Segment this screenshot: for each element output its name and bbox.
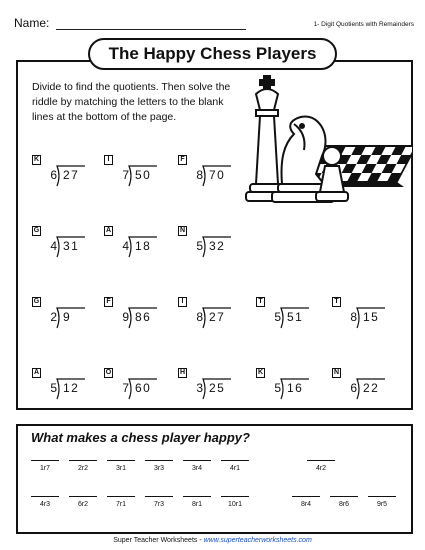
answer-blank[interactable] bbox=[221, 460, 249, 484]
answer-blank[interactable] bbox=[368, 496, 396, 520]
division-problem[interactable] bbox=[32, 297, 92, 339]
letter-code: F bbox=[104, 297, 113, 307]
name-row bbox=[14, 14, 414, 34]
division-problem[interactable] bbox=[32, 155, 92, 197]
division-problem[interactable] bbox=[332, 297, 392, 339]
letter-code: K bbox=[257, 369, 264, 376]
blank-code: 4r2 bbox=[315, 465, 327, 472]
blank-code: 3r1 bbox=[115, 465, 127, 472]
answer-blank[interactable] bbox=[69, 496, 97, 520]
answer-blank[interactable] bbox=[183, 460, 211, 484]
letter-code: N bbox=[333, 369, 340, 376]
dividend: 12 bbox=[63, 381, 80, 395]
letter-code: G bbox=[33, 227, 40, 234]
divisor: 5 bbox=[274, 381, 281, 395]
blank-code: 4r1 bbox=[229, 465, 241, 472]
answer-blank[interactable] bbox=[31, 496, 59, 520]
blank-code: 1r7 bbox=[39, 465, 51, 472]
answer-blank[interactable] bbox=[145, 496, 173, 520]
divisor: 7 bbox=[122, 381, 129, 395]
dividend: 51 bbox=[287, 310, 304, 324]
divisor: 9 bbox=[122, 310, 129, 324]
division-problem[interactable] bbox=[178, 226, 238, 268]
division-problem[interactable] bbox=[104, 226, 164, 268]
answer-blank[interactable] bbox=[183, 496, 211, 520]
division-problem[interactable] bbox=[256, 368, 316, 410]
blank-code: 7r1 bbox=[115, 501, 127, 508]
divisor: 4 bbox=[122, 239, 129, 253]
divisor: 4 bbox=[50, 239, 57, 253]
letter-code: N bbox=[179, 227, 186, 234]
blank-code: 3r4 bbox=[191, 465, 203, 472]
divisor: 5 bbox=[196, 239, 203, 253]
divisor: 6 bbox=[50, 168, 57, 182]
dividend: 27 bbox=[63, 168, 80, 182]
blank-code: 7r3 bbox=[153, 501, 165, 508]
letter-code: H bbox=[179, 369, 186, 376]
footer-link[interactable]: www.superteacherworksheets.com bbox=[203, 537, 312, 544]
letter-code: T bbox=[256, 297, 265, 307]
blank-code: 10r1 bbox=[227, 501, 242, 508]
dividend: 25 bbox=[209, 381, 226, 395]
divisor: 5 bbox=[50, 381, 57, 395]
letter-code: T bbox=[332, 297, 341, 307]
letter-code: O bbox=[105, 369, 112, 376]
answer-blank[interactable] bbox=[145, 460, 173, 484]
division-problem[interactable] bbox=[178, 297, 238, 339]
name-label: Name: bbox=[14, 16, 50, 30]
answer-blank[interactable] bbox=[69, 460, 97, 484]
letter-code: K bbox=[33, 156, 40, 163]
divisor: 8 bbox=[350, 310, 357, 324]
chess-pieces-icon bbox=[242, 74, 412, 219]
answer-blank[interactable] bbox=[107, 460, 135, 484]
dividend: 22 bbox=[363, 381, 380, 395]
letter-code: I bbox=[178, 297, 187, 307]
dividend: 86 bbox=[135, 310, 152, 324]
name-field[interactable] bbox=[56, 29, 246, 30]
divisor: 7 bbox=[122, 168, 129, 182]
dividend: 9 bbox=[63, 310, 72, 324]
answer-blank[interactable] bbox=[107, 496, 135, 520]
divisor: 2 bbox=[50, 310, 57, 324]
dividend: 16 bbox=[287, 381, 304, 395]
divisor: 8 bbox=[196, 168, 203, 182]
blank-code: 4r3 bbox=[39, 501, 51, 508]
footer-brand: Super Teacher Worksheets - bbox=[113, 537, 204, 544]
riddle-question: What makes a chess player happy? bbox=[31, 430, 250, 445]
divisor: 6 bbox=[350, 381, 357, 395]
worksheet-subtitle: 1- Digit Quotients with Remainders bbox=[313, 21, 414, 28]
division-problem[interactable] bbox=[32, 368, 92, 410]
dividend: 50 bbox=[135, 168, 152, 182]
dividend: 31 bbox=[63, 239, 80, 253]
division-problem[interactable] bbox=[178, 155, 238, 197]
letter-code: F bbox=[178, 155, 187, 165]
division-problem[interactable] bbox=[104, 155, 164, 197]
division-problem[interactable] bbox=[178, 368, 238, 410]
letter-code: G bbox=[33, 298, 40, 305]
footer bbox=[0, 537, 425, 544]
blank-code: 8r4 bbox=[300, 501, 312, 508]
divisor: 3 bbox=[196, 381, 203, 395]
letter-code: A bbox=[105, 227, 112, 234]
letter-code: I bbox=[104, 155, 113, 165]
dividend: 27 bbox=[209, 310, 226, 324]
letter-code: A bbox=[33, 369, 40, 376]
answer-blank[interactable] bbox=[292, 496, 320, 520]
page-title: The Happy Chess Players bbox=[88, 38, 337, 70]
dividend: 18 bbox=[135, 239, 152, 253]
blank-code: 8r6 bbox=[338, 501, 350, 508]
blank-code: 8r1 bbox=[191, 501, 203, 508]
divisor: 5 bbox=[274, 310, 281, 324]
answer-blank[interactable] bbox=[307, 460, 335, 484]
dividend: 32 bbox=[209, 239, 226, 253]
instructions: Divide to find the quotients. Then solve the riddle by matching the letters to the blank lines at the bottom of the page. bbox=[32, 81, 231, 123]
dividend: 60 bbox=[135, 381, 152, 395]
blank-code: 9r5 bbox=[376, 501, 388, 508]
division-problem[interactable] bbox=[104, 368, 164, 410]
dividend: 15 bbox=[363, 310, 380, 324]
blank-code: 6r2 bbox=[77, 501, 89, 508]
answer-blank[interactable] bbox=[221, 496, 249, 520]
divisor: 8 bbox=[196, 310, 203, 324]
division-problem[interactable] bbox=[332, 368, 392, 410]
answer-blank[interactable] bbox=[330, 496, 358, 520]
division-problem[interactable] bbox=[256, 297, 316, 339]
division-problem[interactable] bbox=[32, 226, 92, 268]
dividend: 70 bbox=[209, 168, 226, 182]
blank-code: 2r2 bbox=[77, 465, 89, 472]
division-problem[interactable] bbox=[104, 297, 164, 339]
answer-blank[interactable] bbox=[31, 460, 59, 484]
blank-code: 3r3 bbox=[153, 465, 165, 472]
